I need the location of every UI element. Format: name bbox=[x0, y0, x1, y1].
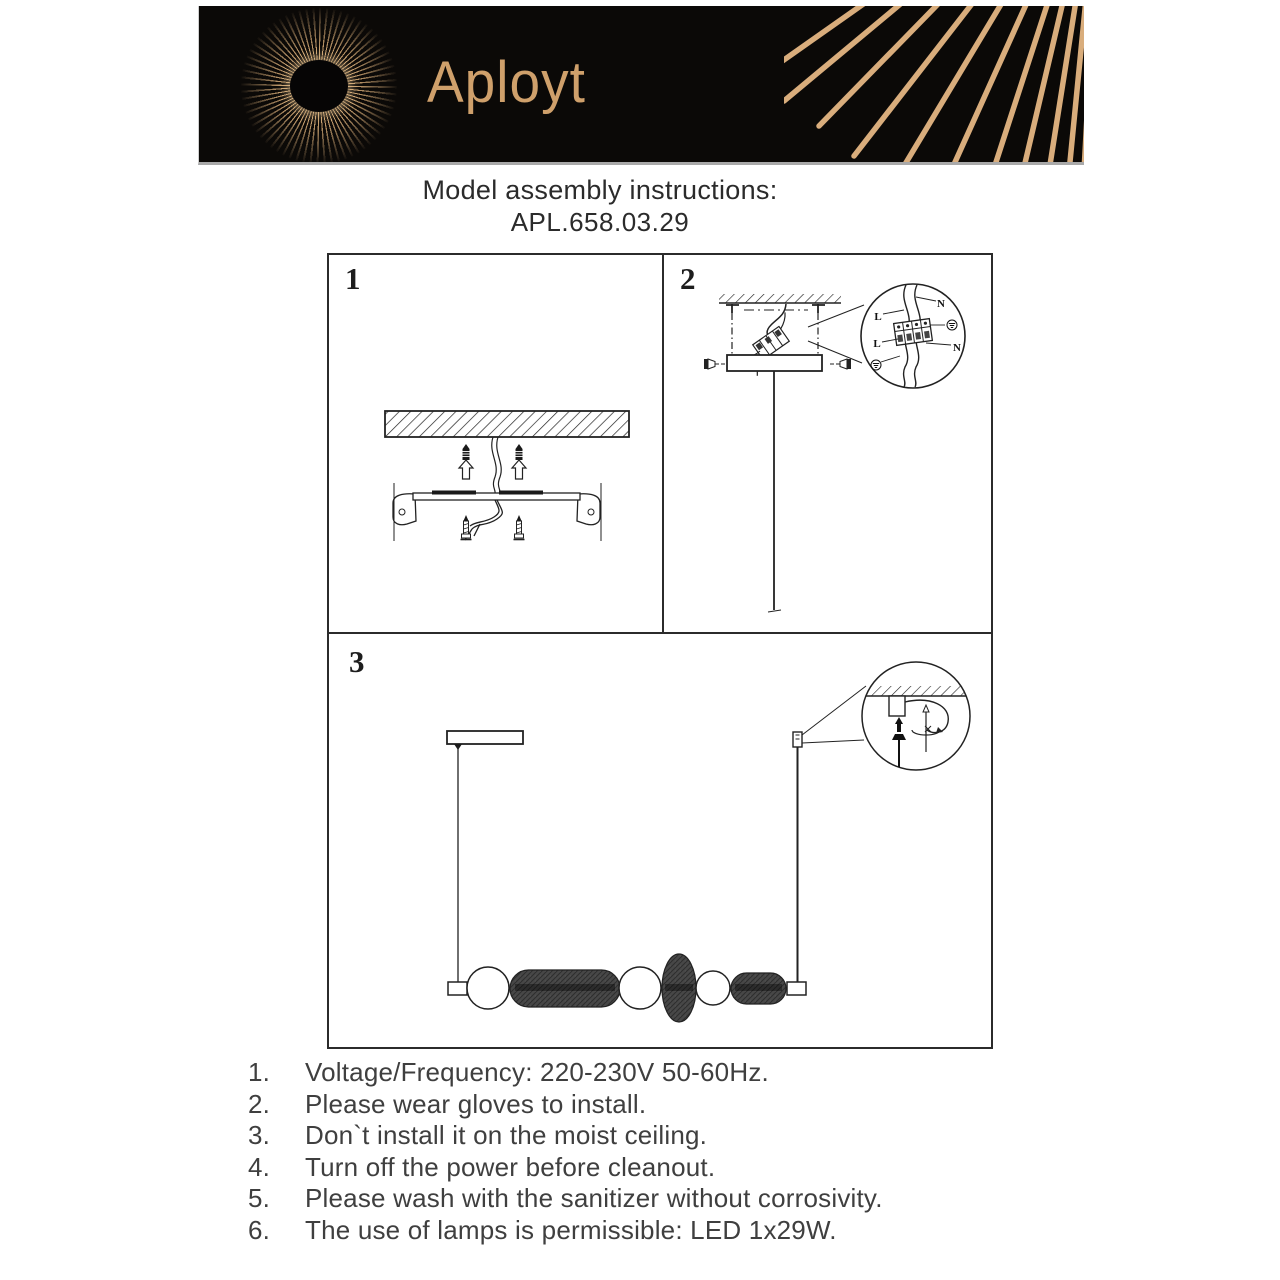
page-title: Model assembly instructions: bbox=[422, 175, 778, 205]
step-1-label: 1 bbox=[345, 261, 361, 296]
glass-sphere bbox=[619, 967, 661, 1009]
brand-banner bbox=[198, 6, 1084, 165]
step-2-label: 2 bbox=[680, 261, 696, 296]
suspension-rod bbox=[768, 371, 781, 612]
list-item bbox=[248, 1215, 1038, 1247]
instruction-list bbox=[248, 1057, 1038, 1246]
magnifier-circle bbox=[862, 662, 970, 770]
side-screw bbox=[704, 359, 727, 369]
list-item bbox=[248, 1057, 1038, 1089]
glass-sphere bbox=[467, 967, 509, 1009]
suspension-wire bbox=[454, 744, 462, 982]
sunburst-core bbox=[290, 60, 348, 112]
step-3-label: 3 bbox=[349, 644, 365, 679]
item-text: Please wear gloves to install. bbox=[305, 1088, 647, 1119]
wall-anchor bbox=[512, 444, 526, 479]
list-item bbox=[248, 1089, 1038, 1121]
glass-sphere bbox=[696, 971, 730, 1005]
side-screw bbox=[828, 359, 851, 369]
wire-label-line: L bbox=[874, 311, 882, 323]
sunburst-logo-icon bbox=[241, 8, 397, 164]
end-cap bbox=[787, 982, 806, 995]
ceiling-hatch bbox=[719, 294, 841, 303]
list-item bbox=[248, 1120, 1038, 1152]
screw bbox=[514, 515, 525, 540]
item-text: Don`t install it on the moist ceiling. bbox=[305, 1120, 708, 1150]
diagram-step-1 bbox=[329, 255, 664, 634]
step-2-drawing bbox=[664, 255, 991, 632]
item-number: 4. bbox=[248, 1151, 271, 1182]
list-item bbox=[248, 1152, 1038, 1184]
wire-label-neutral: N bbox=[953, 342, 961, 354]
item-text: Voltage/Frequency: 220-230V 50-60Hz. bbox=[305, 1057, 769, 1087]
assembly-diagram-grid bbox=[327, 253, 993, 1049]
item-number: 2. bbox=[248, 1088, 271, 1119]
item-text: Please wash with the sanitizer without corrosivity. bbox=[305, 1183, 883, 1213]
ceiling-hatch bbox=[385, 411, 629, 437]
model-number: APL.658.03.29 bbox=[510, 207, 690, 237]
item-text: Turn off the power before cleanout. bbox=[305, 1151, 716, 1182]
wall-anchor bbox=[459, 444, 473, 479]
item-text: The use of lamps is permissible: LED 1x29W. bbox=[305, 1214, 837, 1245]
diagram-step-2 bbox=[664, 255, 991, 634]
step-1-drawing bbox=[329, 255, 662, 632]
step-3-drawing bbox=[329, 634, 991, 1047]
item-number: 1. bbox=[248, 1057, 271, 1087]
item-number: 5. bbox=[248, 1183, 271, 1213]
brand-wordmark: Aployt bbox=[427, 49, 586, 115]
suspension-wire-fixing bbox=[793, 732, 802, 984]
mains-wire bbox=[492, 437, 501, 494]
end-cap bbox=[448, 982, 467, 995]
item-number: 6. bbox=[248, 1214, 271, 1245]
list-item bbox=[248, 1183, 1038, 1215]
magnifier-funnel bbox=[802, 686, 866, 743]
wire-label-line: L bbox=[873, 338, 881, 350]
fixture-bar bbox=[448, 954, 806, 1022]
diagram-step-3 bbox=[329, 634, 991, 1047]
canopy-plate bbox=[447, 731, 523, 744]
canopy-plate bbox=[727, 355, 822, 371]
wire-label-neutral: N bbox=[937, 298, 945, 310]
item-number: 3. bbox=[248, 1120, 271, 1150]
heading-block bbox=[0, 174, 1200, 237]
decorative-rays-icon bbox=[784, 6, 1084, 162]
screw bbox=[461, 515, 472, 540]
